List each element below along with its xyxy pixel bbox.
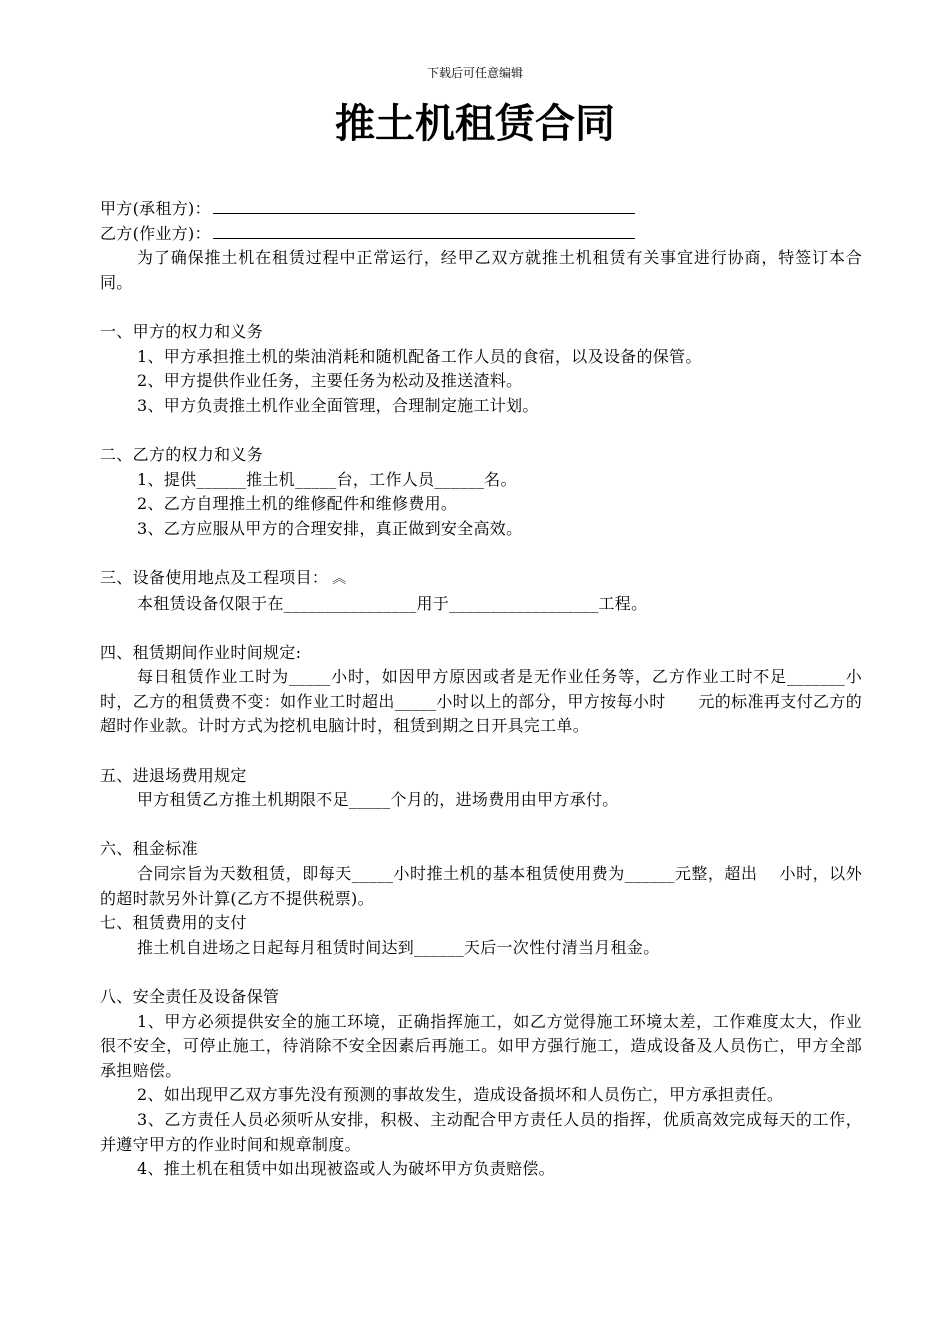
section-2-item: 1、提供______推土机_____台，工作人员______名。 (137, 469, 517, 489)
section-1-item: 2、甲方提供作业任务，主要任务为松动及推送渣料。 (137, 371, 523, 391)
party-a-blank (213, 198, 635, 214)
contract-body (100, 197, 862, 1182)
section-8-item: 2、如出现甲乙双方事先没有预测的事故发生，造成设备损坏和人员伤亡，甲方承担责任。 (137, 1085, 784, 1105)
section-5-text: 甲方租赁乙方推土机期限不足_____个月的，进场费用由甲方承付。 (137, 790, 619, 810)
section-6-heading: 六、租金标准 (100, 839, 198, 859)
section-6-text: 合同宗旨为天数租赁，即每天_____小时推土机的基本租赁使用费为______元整，超出 小时，以外的超时款另外计算(乙方不提供税票)。 (100, 864, 862, 908)
section-8-item: 3、乙方责任人员必须听从安排，积极、主动配合甲方责任人员的指挥，优质高效完成每天的工作，并遵守甲方的作业时间和规章制度。 (100, 1109, 862, 1154)
section-4-text: 每日租赁作业工时为_____小时，如因甲方原因或者是无作业任务等，乙方作业工时不足_______小时，乙方的租赁费不变：如作业工时超出_____小时以上的部分，甲方按每小时 元的标准再支付乙方的超时作业款。计时方式为挖机电脑计时，租赁到期之日开具完工单。 (100, 667, 862, 736)
section-8-item: 4、推土机在租赁中如出现被盗或人为破坏甲方负责赔偿。 (137, 1159, 555, 1179)
section-2-heading: 二、乙方的权力和义务 (100, 444, 264, 464)
party-b-label: 乙方(作业方)： (100, 223, 211, 243)
party-a-line (100, 197, 862, 222)
section-8-heading: 八、安全责任及设备保管 (100, 987, 280, 1006)
section-8-item: 1、甲方必须提供安全的施工环境，正确指挥施工，如乙方觉得施工环境太差，工作难度太大，作业很不安全，可停止施工，待消除不安全因素后再施工。如甲方强行施工，造成设备及人员伤亡，甲方全部承担赔偿。 (100, 1011, 862, 1080)
party-a-label: 甲方(承租方)： (100, 199, 211, 218)
party-b-line (100, 222, 862, 247)
section-7-heading: 七、租赁费用的支付 (100, 913, 247, 933)
section-2-item: 3、乙方应服从甲方的合理安排，真正做到安全高效。 (137, 518, 523, 538)
collapse-mark-icon: ︽ (332, 570, 347, 587)
header-note: 下载后可任意编辑 (426, 66, 523, 80)
section-1-heading: 一、甲方的权力和义务 (100, 321, 264, 341)
section-7-text: 推土机自进场之日起每月租赁时间达到______天后一次性付清当月租金。 (137, 937, 660, 957)
section-2-item: 2、乙方自理推土机的维修配件和维修费用。 (137, 494, 458, 514)
document-title: 推土机租赁合同 (335, 101, 615, 147)
party-b-blank (213, 223, 635, 239)
section-5-heading: 五、进退场费用规定 (100, 765, 247, 785)
section-1-item: 3、甲方负责推土机作业全面管理，合理制定施工计划。 (137, 395, 539, 415)
section-3-heading: 三、设备使用地点及工程项目： (100, 567, 329, 587)
section-4-heading: 四、租赁期间作业时间规定: (100, 642, 302, 662)
section-3-heading-line (100, 566, 862, 592)
section-1-item: 1、甲方承担推土机的柴油消耗和随机配备工作人员的食宿，以及设备的保管。 (137, 346, 702, 366)
intro-paragraph: 为了确保推土机在租赁过程中正常运行，经甲乙双方就推土机租赁有关事宜进行协商，特签订本合同。 (100, 248, 862, 292)
section-3-text: 本租赁设备仅限于在________________用于__________________工程。 (137, 593, 648, 613)
